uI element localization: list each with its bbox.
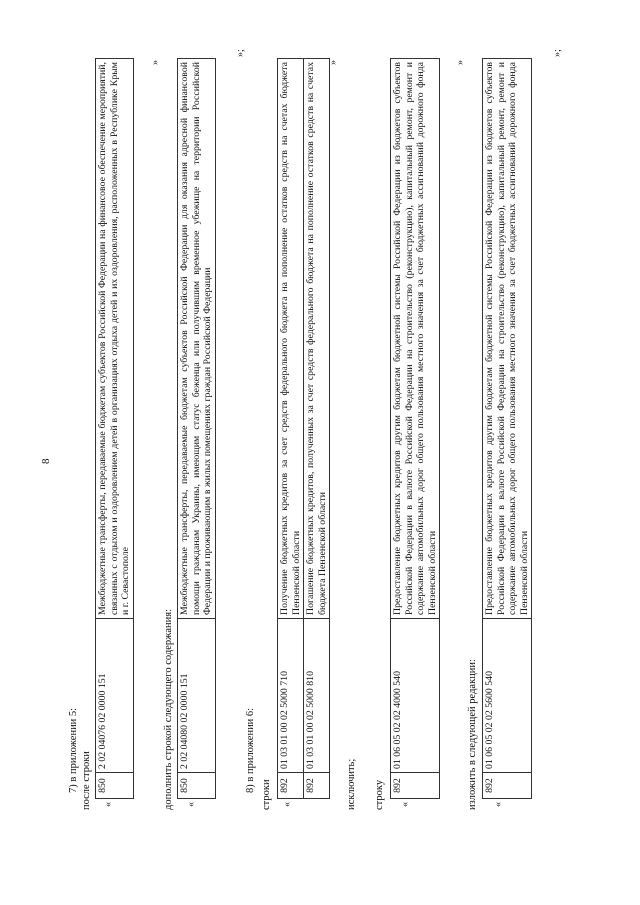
admin-code-cell: 892 <box>483 773 532 799</box>
table-row <box>96 59 134 799</box>
description-cell: Межбюджетные трансферты, передаваемые бюджетам субъектов Российской Федерации на финансовое обеспечение мероприятий, связанных с отдыхом и оздоровлением детей в организациях отдыха детей и их оздоровления, расположенных в Республике Крым и г. Севастополе <box>96 59 134 619</box>
table-row <box>391 59 440 799</box>
open-quote: « <box>186 802 197 807</box>
budget-code-cell: 01 03 01 00 02 5000 710 <box>278 619 304 773</box>
description-cell: Получение бюджетных кредитов за счет средств федерального бюджета на пополнение остатков средств на счетах бюджета Пензенской области <box>278 59 304 619</box>
after-row-label: после строки <box>81 751 92 810</box>
page-number: 8 <box>40 458 52 464</box>
close-quote: » <box>150 60 161 65</box>
description-cell: Предоставление бюджетных кредитов другим бюджетам бюджетной системы Российской Федерации из бюджетов субъектов Российской Федерации в валюте Российской Федерации на строительство (реконструкцию), капитальный ремонт, ремонт и содержание автомобильных дорог общего пользования местного значения за счет бюджетных ассигнований дорожного фонда Пензенской области <box>391 59 440 619</box>
budget-code-cell: 01 03 01 00 02 5000 810 <box>304 619 330 773</box>
table-appendix6-row-new <box>482 58 532 799</box>
row-label: строку <box>374 779 385 810</box>
admin-code-cell: 892 <box>278 773 304 799</box>
close-quote: » <box>455 60 466 65</box>
budget-code-cell: 01 06 05 02 02 5600 540 <box>483 619 532 773</box>
table-appendix6-row-old <box>390 58 440 799</box>
admin-code-cell: 850 <box>178 773 216 799</box>
description-cell: Межбюджетные трансферты, передаваемые бюджетам субъектов Российской Федерации для оказания адресной финансовой помощи гражданам Украины, имеющим статус беженца или получившим временное убежище на территории Российской Федерации и проживающим в жилых помещениях граждан Российской Федерации <box>178 59 216 619</box>
item-8-heading: 8) в приложении 6: <box>245 707 256 793</box>
rows-label: строки <box>261 779 272 810</box>
open-quote: « <box>493 802 504 807</box>
exclude-label: исключить; <box>346 758 357 810</box>
redaction-label: изложить в следующей редакции: <box>467 659 478 810</box>
admin-code-cell: 892 <box>391 773 440 799</box>
open-quote: « <box>103 802 114 807</box>
close-quote-semicolon: »; <box>552 49 563 57</box>
description-cell: Предоставление бюджетных кредитов другим бюджетам бюджетной системы Российской Федерации из бюджетов субъектов Российской Федерации в валюте Российской Федерации на строительство (реконструкцию), капитальный ремонт, ремонт и содержание автомобильных дорог общего пользования местного значения за счет бюджетных ассигнований дорожного фонда Пензенской области <box>483 59 532 619</box>
budget-code-cell: 2 02 04080 02 0000 151 <box>178 619 216 773</box>
table-appendix5-after <box>95 58 134 799</box>
table-appendix5-add <box>177 58 216 799</box>
table-row <box>278 59 304 799</box>
admin-code-cell: 892 <box>304 773 330 799</box>
add-row-label: дополнить строкой следующего содержания: <box>163 608 174 810</box>
table-row <box>483 59 532 799</box>
table-row <box>304 59 330 799</box>
close-quote: » <box>328 60 339 65</box>
open-quote: « <box>400 802 411 807</box>
budget-code-cell: 2 02 04076 02 0000 151 <box>96 619 134 773</box>
budget-code-cell: 01 06 05 02 02 4000 540 <box>391 619 440 773</box>
table-row <box>178 59 216 799</box>
close-quote-semicolon: »; <box>235 49 246 57</box>
table-appendix6-rows <box>277 58 330 799</box>
admin-code-cell: 850 <box>96 773 134 799</box>
description-cell: Погашение бюджетных кредитов, полученных за счет средств федерального бюджета на пополнение остатков средств на счетах бюджета Пензенской области <box>304 59 330 619</box>
item-7-heading: 7) в приложении 5: <box>68 707 79 793</box>
open-quote: « <box>282 802 293 807</box>
